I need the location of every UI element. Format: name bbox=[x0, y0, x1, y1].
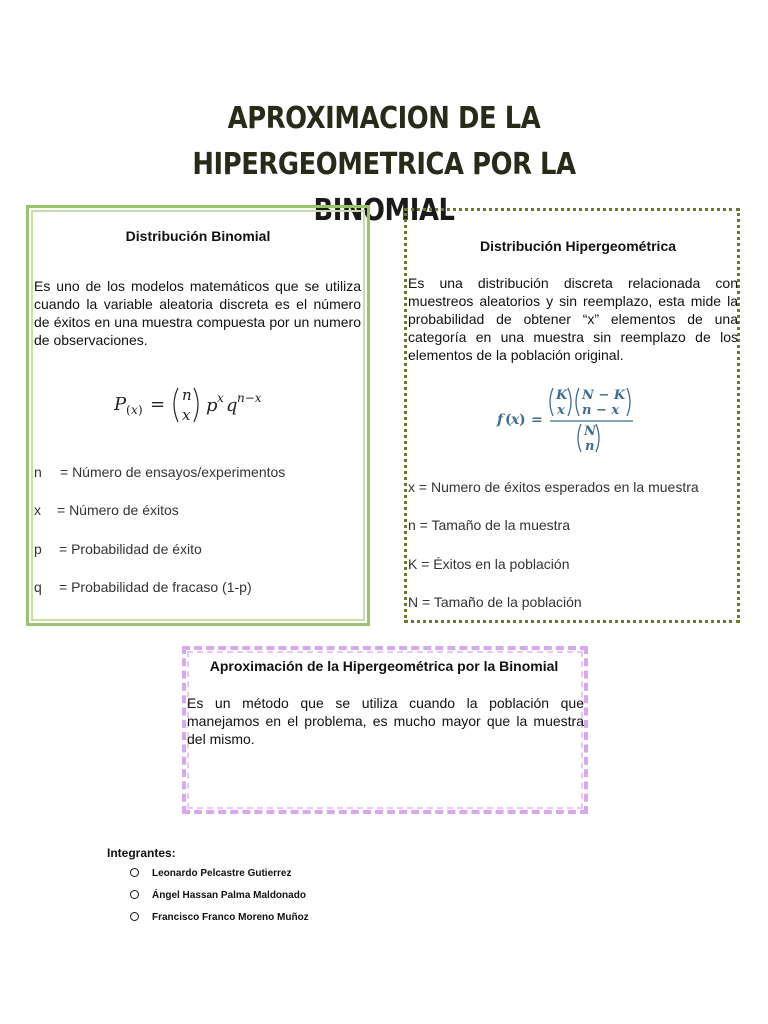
svg-text:n: n bbox=[182, 386, 192, 404]
definition-hiper-N: N = Tamaño de la población bbox=[408, 594, 582, 610]
definition-hiper-n: n = Tamaño de la muestra bbox=[408, 517, 571, 533]
svg-text:p: p bbox=[206, 395, 218, 416]
svg-text:x: x bbox=[217, 391, 224, 405]
definition-x: x = Número de éxitos bbox=[34, 502, 179, 518]
title-line-2: BINOMIAL bbox=[313, 193, 455, 228]
binomial-formula bbox=[112, 380, 282, 428]
definition-hiper-k: K = Éxitos en la población bbox=[408, 556, 570, 572]
svg-text:f: f bbox=[497, 412, 504, 428]
svg-text:P: P bbox=[114, 394, 127, 415]
hipergeometrica-description: Es una distribución discreta relacionada con muestreos aleatorios y sin reemplazo, esta mide la probabilidad de obtener “x” elementos de una categoría en una muestra sin reemplazo de los elementos de la población original. bbox=[408, 275, 738, 363]
integrantes-label: Integrantes: bbox=[107, 846, 176, 860]
aproximacion-heading: Aproximación de la Hipergeométrica por la Binomial bbox=[209, 658, 559, 674]
member-item: Ángel Hassan Palma Maldonado bbox=[130, 890, 306, 901]
title-line-1: APROXIMACION DE LA HIPERGEOMETRICA POR LA bbox=[192, 101, 576, 182]
bullet-circle-icon bbox=[130, 868, 139, 877]
definition-p: p = Probabilidad de éxito bbox=[34, 541, 202, 557]
svg-text:x: x bbox=[557, 403, 565, 418]
svg-text:(: ( bbox=[126, 403, 131, 417]
svg-text:x: x bbox=[511, 412, 520, 428]
aproximacion-description: Es un método que se utiliza cuando la población que manejamos en el problema, es mucho mayor que la muestra del mismo. bbox=[187, 695, 584, 747]
definition-hiper-x: x = Numero de éxitos esperados en la muestra bbox=[408, 479, 699, 495]
member-item: Francisco Franco Moreno Muñoz bbox=[130, 912, 309, 923]
hipergeometrica-formula bbox=[495, 382, 640, 454]
svg-text:n−x: n−x bbox=[237, 391, 262, 405]
svg-text:): ) bbox=[138, 403, 143, 417]
svg-text:=: = bbox=[150, 394, 166, 415]
svg-text:N − K: N − K bbox=[582, 388, 626, 403]
svg-text:(: ( bbox=[505, 412, 512, 428]
binomial-description: Es uno de los modelos matemáticos que se utiliza cuando la variable aleatoria discreta es el número de éxitos en una muestra compuesta por un numero de observaciones. bbox=[34, 278, 361, 348]
member-item: Leonardo Pelcastre Gutierrez bbox=[130, 868, 292, 879]
svg-text:n − x: n − x bbox=[582, 403, 620, 418]
bullet-circle-icon bbox=[130, 890, 139, 899]
definition-q: q = Probabilidad de fracaso (1-p) bbox=[34, 579, 252, 595]
binomial-heading: Distribución Binomial bbox=[125, 228, 271, 244]
svg-text:x: x bbox=[182, 406, 191, 424]
svg-text:x: x bbox=[131, 403, 138, 417]
bullet-circle-icon bbox=[130, 912, 139, 921]
hipergeometrica-heading: Distribución Hipergeométrica bbox=[479, 238, 677, 254]
svg-text:n: n bbox=[585, 439, 595, 454]
svg-text:): ) bbox=[519, 412, 526, 428]
definition-n: n = Número de ensayos/experimentos bbox=[34, 464, 286, 480]
svg-text:N: N bbox=[584, 424, 596, 439]
svg-text:K: K bbox=[556, 388, 568, 403]
svg-text:=: = bbox=[531, 412, 543, 428]
svg-text:q: q bbox=[226, 395, 238, 416]
